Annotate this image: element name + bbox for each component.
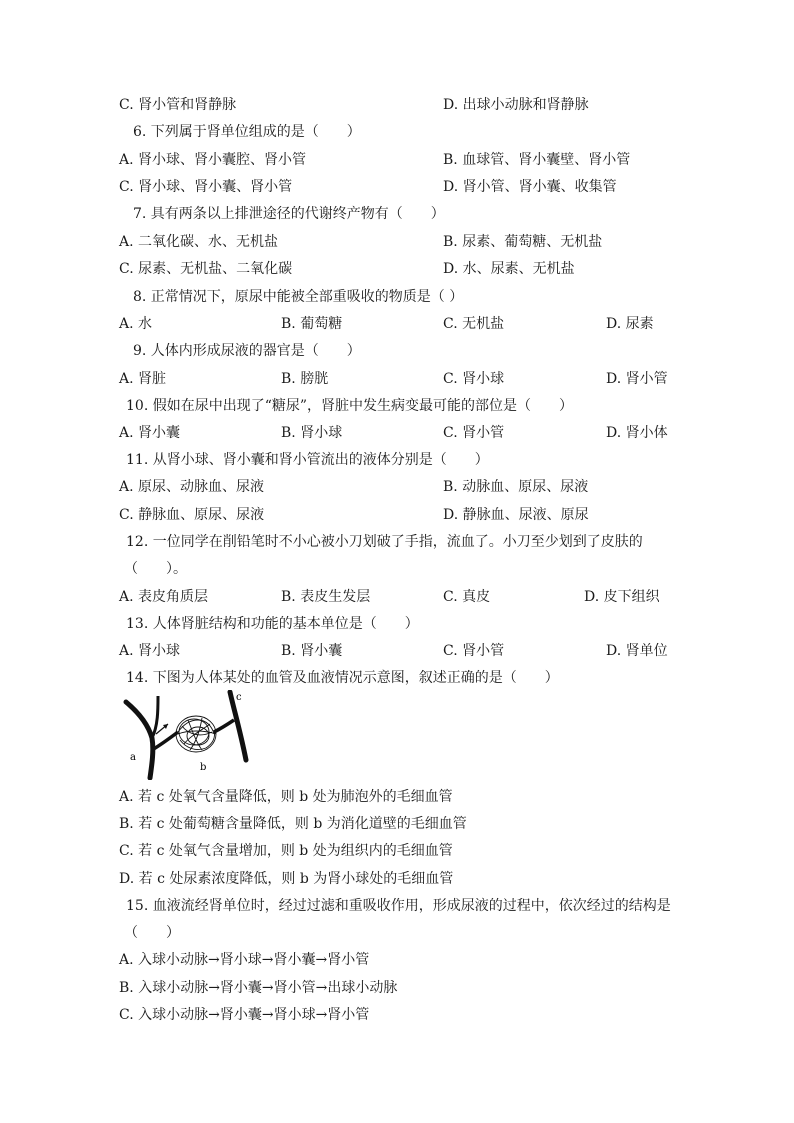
q5-option-c: C. 肾小管和肾静脉 (119, 97, 237, 113)
vessel-a-feed (152, 732, 178, 750)
q10-option-b: B. 肾小球 (281, 425, 343, 441)
q9-stem: 9. 人体内形成尿液的器官是（ ） (133, 343, 361, 359)
q12-option-d: D. 皮下组织 (584, 589, 660, 605)
q7-option-d: D. 水、尿素、无机盐 (443, 261, 575, 277)
q15-option-b: B. 入球小动脉→肾小囊→肾小管→出球小动脉 (119, 980, 398, 996)
vessel-c-join (214, 720, 234, 732)
q12-stem-cont: （ ）。 (124, 561, 187, 577)
q14-option-b: B. 若 c 处葡萄糖含量降低，则 b 为消化道壁的毛细血管 (119, 816, 467, 832)
q6-option-d: D. 肾小管、肾小囊、收集管 (443, 179, 617, 195)
q6-option-c: C. 肾小球、肾小囊、肾小管 (119, 179, 293, 195)
q10-stem: 10. 假如在尿中出现了“糖尿”，肾脏中发生病变最可能的部位是（ ） (126, 398, 574, 414)
q12-option-c: C. 真皮 (443, 589, 491, 605)
q14-option-d: D. 若 c 处尿素浓度降低，则 b 为肾小球处的毛细血管 (119, 871, 454, 887)
q13-stem: 13. 人体肾脏结构和功能的基本单位是（ ） (126, 616, 419, 632)
q11-option-d: D. 静脉血、尿液、原尿 (443, 507, 589, 523)
capillary-diagram (118, 690, 254, 780)
q14-option-c: C. 若 c 处氧气含量增加，则 b 处为组织内的毛细血管 (119, 843, 453, 859)
capillary-network-b (176, 716, 216, 752)
q8-option-d: D. 尿素 (606, 316, 654, 332)
q10-option-d: D. 肾小体 (606, 425, 668, 441)
q13-option-b: B. 肾小囊 (281, 643, 343, 659)
q11-option-b: B. 动脉血、原尿、尿液 (443, 479, 589, 495)
q15-option-c: C. 入球小动脉→肾小囊→肾小球→肾小管 (119, 1007, 370, 1023)
q12-option-b: B. 表皮生发层 (281, 589, 371, 605)
q6-option-a: A. 肾小球、肾小囊腔、肾小管 (119, 152, 307, 168)
q7-stem: 7. 具有两条以上排泄途径的代谢终产物有（ ） (133, 206, 445, 222)
q7-option-a: A. 二氧化碳、水、无机盐 (119, 234, 279, 250)
q13-option-a: A. 肾小球 (119, 643, 181, 659)
q13-option-d: D. 肾单位 (606, 643, 668, 659)
q8-option-b: B. 葡萄糖 (281, 316, 343, 332)
q7-option-b: B. 尿素、葡萄糖、无机盐 (443, 234, 603, 250)
q15-stem-cont: （ ） (124, 925, 180, 941)
q11-option-a: A. 原尿、动脉血、尿液 (119, 479, 265, 495)
q11-stem: 11. 从肾小球、肾小囊和肾小管流出的液体分别是（ ） (126, 452, 489, 468)
q9-option-c: C. 肾小球 (443, 371, 505, 387)
q6-option-b: B. 血球管、肾小囊壁、肾小管 (443, 152, 631, 168)
label-a: a (130, 752, 136, 763)
q12-stem: 12. 一位同学在削铅笔时不小心被小刀划破了手指，流血了。小刀至少划到了皮肤的 (126, 534, 643, 550)
label-b: b (200, 762, 207, 773)
q7-option-c: C. 尿素、无机盐、二氧化碳 (119, 261, 293, 277)
label-c: c (236, 692, 242, 703)
q14-option-a: A. 若 c 处氧气含量降低，则 b 处为肺泡外的毛细血管 (119, 789, 453, 805)
q8-option-a: A. 水 (119, 316, 153, 332)
q15-option-a: A. 入球小动脉→肾小球→肾小囊→肾小管 (119, 952, 370, 968)
q15-stem: 15. 血液流经肾单位时，经过过滤和重吸收作用，形成尿液的过程中，依次经过的结构是 (126, 898, 671, 914)
q8-option-c: C. 无机盐 (443, 316, 505, 332)
q11-option-c: C. 静脉血、原尿、尿液 (119, 507, 265, 523)
q6-stem: 6. 下列属于肾单位组成的是（ ） (133, 124, 361, 140)
q10-option-c: C. 肾小管 (443, 425, 505, 441)
q12-option-a: A. 表皮角质层 (119, 589, 209, 605)
q9-option-d: D. 肾小管 (606, 371, 668, 387)
q14-stem: 14. 下图为人体某处的血管及血液情况示意图，叙述正确的是（ ） (126, 670, 559, 686)
q10-option-a: A. 肾小囊 (119, 425, 181, 441)
vessel-branch (152, 696, 158, 738)
vessel-a (126, 702, 153, 778)
q9-option-b: B. 膀胱 (281, 371, 329, 387)
q8-stem: 8. 正常情况下，原尿中能被全部重吸收的物质是（ ） (133, 289, 464, 305)
q5-option-d: D. 出球小动脉和肾静脉 (443, 97, 589, 113)
q9-option-a: A. 肾脏 (119, 371, 167, 387)
q13-option-c: C. 肾小管 (443, 643, 505, 659)
